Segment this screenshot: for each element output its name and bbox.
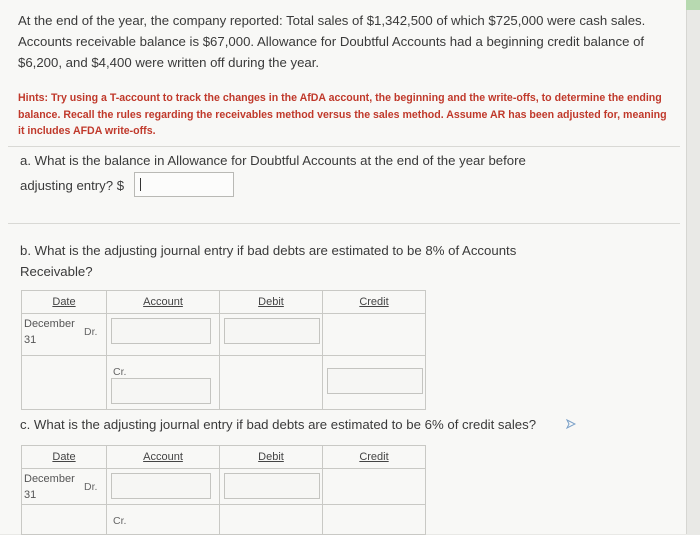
debit-header: Debit	[220, 446, 323, 469]
date-month: December	[24, 473, 75, 485]
date-cell-empty	[22, 505, 107, 535]
date-day: 31	[24, 334, 37, 346]
debit-account-input[interactable]	[111, 473, 211, 499]
part-a-answer-input[interactable]	[134, 172, 234, 197]
account-cell	[107, 356, 220, 410]
debit-cell-empty	[220, 356, 323, 410]
divider	[8, 146, 680, 147]
part-c-journal-table	[21, 445, 426, 535]
problem-statement: At the end of the year, the company reported: Total sales of $1,342,500 of which $725,000 were cash sales. Accounts receivable balance is $67,000. Allowance for Doubtful Accounts had a beginning credit balance of $6,200, and $4,400 were written off during the year.	[18, 13, 646, 70]
hints-text: Hints: Try using a T-account to track the changes in the AfDA account, the beginning and the write-offs, to determine the ending balance. Recall the rules regarding the receivables method versus the sales method. Assume AR has been adjusted for, meaning it includes AFDA write-offs.	[18, 92, 667, 137]
account-header: Account	[107, 446, 220, 469]
divider	[8, 223, 680, 224]
credit-header: Credit	[323, 446, 426, 469]
date-header: Date	[22, 446, 107, 469]
credit-cell-empty	[323, 469, 426, 505]
part-b-question	[20, 240, 660, 282]
date-label	[24, 471, 75, 503]
credit-header: Credit	[323, 291, 426, 314]
credit-amount-input[interactable]	[327, 368, 423, 394]
date-label	[24, 316, 75, 348]
debit-cell-empty	[220, 505, 323, 535]
part-c-question: c. What is the adjusting journal entry if bad debts are estimated to be 6% of credit sales?	[20, 417, 537, 432]
credit-cell-empty	[323, 505, 426, 535]
window-accent	[686, 0, 700, 10]
part-b-question-line2: Receivable?	[20, 264, 93, 279]
part-a-question-line1: a. What is the balance in Allowance for Doubtful Accounts at the end of the year before	[20, 153, 526, 168]
cr-label: Cr.	[113, 515, 127, 527]
date-month: December	[24, 318, 75, 330]
account-cell	[107, 314, 220, 356]
account-cell	[107, 505, 220, 535]
date-day: 31	[24, 489, 37, 501]
credit-account-input[interactable]	[111, 378, 211, 404]
date-header: Date	[22, 291, 107, 314]
currency-symbol: $	[116, 178, 125, 193]
debit-header: Debit	[220, 291, 323, 314]
date-cell-empty	[22, 356, 107, 410]
date-cell	[22, 314, 107, 356]
debit-amount-input[interactable]	[224, 473, 320, 499]
cr-label: Cr.	[113, 366, 127, 378]
debit-account-input[interactable]	[111, 318, 211, 344]
debit-amount-input[interactable]	[224, 318, 320, 344]
part-a-question-line2: adjusting entry?	[20, 178, 114, 193]
credit-cell	[323, 356, 426, 410]
part-a-question	[20, 150, 660, 196]
debit-cell	[220, 314, 323, 356]
debit-cell	[220, 469, 323, 505]
date-cell	[22, 469, 107, 505]
credit-cell-empty	[323, 314, 426, 356]
dr-label: Dr.	[84, 481, 98, 493]
dr-label: Dr.	[84, 326, 98, 338]
account-cell	[107, 469, 220, 505]
account-header: Account	[107, 291, 220, 314]
part-b-journal-table	[21, 290, 426, 410]
cursor-arrow-icon	[566, 419, 576, 429]
text-caret	[140, 178, 141, 191]
part-b-question-line1: b. What is the adjusting journal entry if bad debts are estimated to be 8% of Accounts	[20, 243, 517, 258]
